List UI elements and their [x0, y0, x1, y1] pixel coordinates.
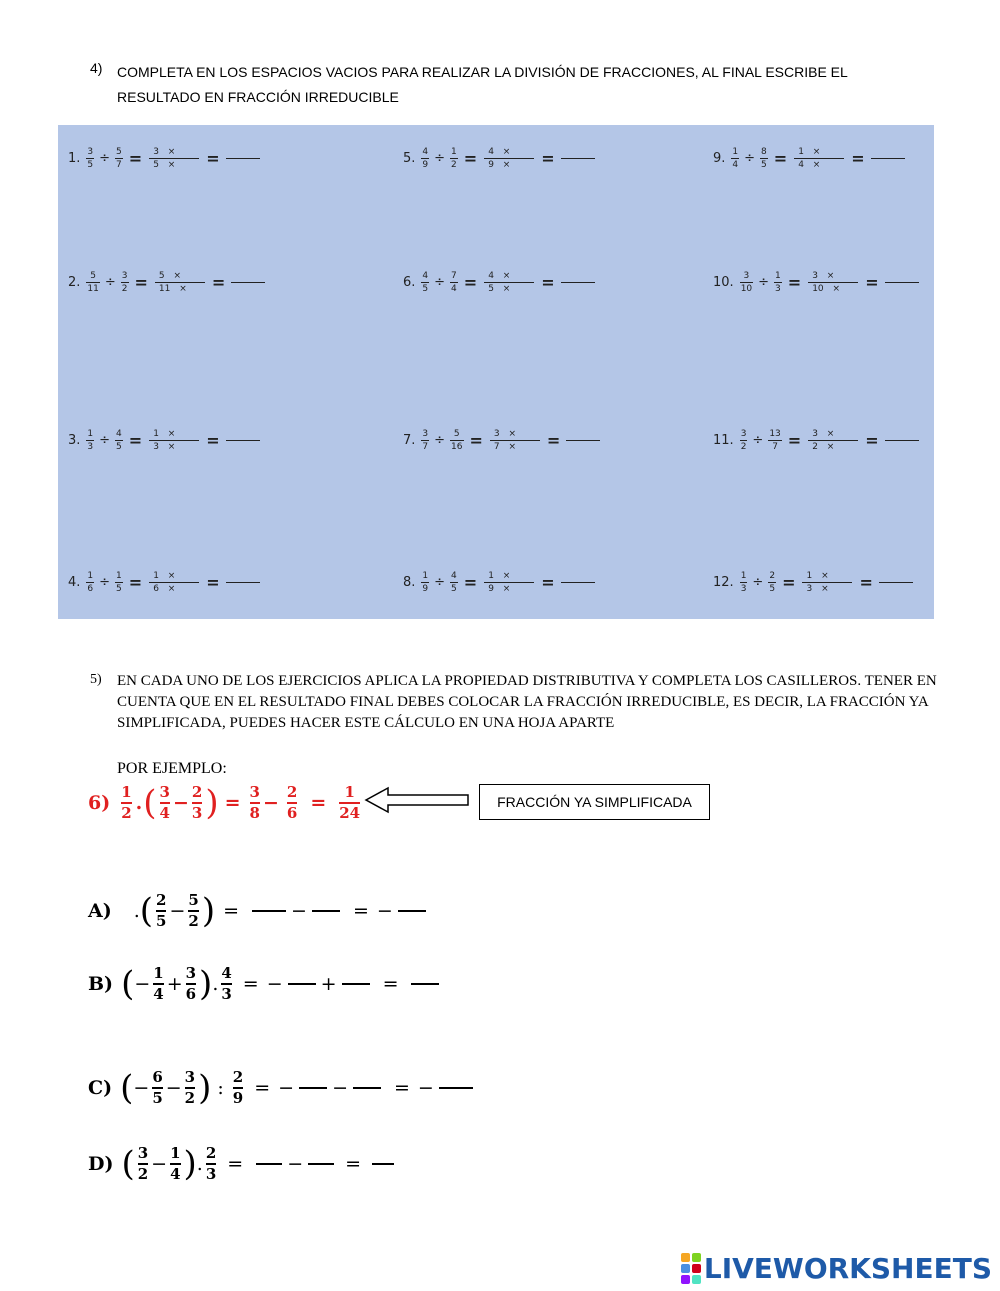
- equals-symbol: =: [851, 149, 865, 168]
- fraction-b: $\frac{1}{3}$: [775, 271, 781, 294]
- equals-symbol: =: [782, 573, 796, 592]
- answer-blank[interactable]: [288, 983, 316, 985]
- problem-a: A) . ( 2 5 − 5 2 ) = − = −: [88, 892, 431, 930]
- fraction-b: $\frac{4}{5}$: [116, 429, 122, 452]
- division-exercise: [403, 147, 595, 170]
- problem-d-fraction-2: 1 4: [170, 1144, 181, 1183]
- exercise-number: 3.: [68, 433, 81, 448]
- division-exercise: [713, 571, 913, 594]
- example-result-2: 2 6: [286, 783, 298, 822]
- answer-blank[interactable]: [252, 910, 286, 912]
- fraction-b: $\frac{1}{5}$: [116, 571, 122, 594]
- divide-symbol: ÷: [434, 575, 446, 590]
- equals-symbol: =: [541, 149, 555, 168]
- answer-blank[interactable]: [411, 983, 439, 985]
- equals-symbol: =: [206, 431, 220, 450]
- fraction-b: $\frac{3}{2}$: [121, 271, 128, 294]
- equals-symbol: =: [865, 431, 879, 450]
- fraction-a: $\frac{3}{10}$: [740, 271, 753, 294]
- problem-d-label: D): [88, 1153, 114, 1175]
- equals-symbol: =: [541, 573, 555, 592]
- answer-blank[interactable]: [226, 158, 260, 159]
- problem-c-fraction-1: 6 5: [152, 1068, 163, 1107]
- fraction-a: $\frac{1}{4}$: [732, 147, 739, 170]
- answer-blank[interactable]: [226, 582, 260, 583]
- answer-blank[interactable]: [299, 1087, 327, 1089]
- divide-symbol: ÷: [99, 433, 111, 448]
- example-fraction-3: 2 3: [191, 783, 203, 822]
- example-label: POR EJEMPLO:: [117, 760, 227, 777]
- problem-a-label: A): [88, 900, 112, 922]
- example-result-final: 1 24: [339, 783, 361, 822]
- problem-b-fraction-1: 1 4: [153, 964, 164, 1003]
- fraction-a: $\frac{3}{2}$: [740, 429, 747, 452]
- answer-blank[interactable]: [566, 440, 600, 441]
- equals-symbol: =: [865, 273, 879, 292]
- problem-d-fraction-3: 2 3: [205, 1144, 217, 1183]
- work-fraction[interactable]: 1 × 4 ×: [794, 147, 844, 170]
- equals-symbol: =: [469, 431, 483, 450]
- problem-b-fraction-2: 3 6: [185, 964, 197, 1003]
- liveworksheets-logo: [681, 1252, 992, 1285]
- equals-symbol: =: [134, 273, 148, 292]
- equals-symbol: =: [541, 273, 555, 292]
- equals-symbol: =: [211, 273, 226, 292]
- answer-blank[interactable]: [879, 582, 913, 583]
- work-fraction[interactable]: 3 × 5 ×: [149, 147, 199, 170]
- answer-blank[interactable]: [439, 1087, 473, 1089]
- callout-box: FRACCIÓN YA SIMPLIFICADA: [479, 784, 710, 820]
- equals-symbol: =: [128, 149, 143, 168]
- problem-b-label: B): [88, 973, 114, 995]
- q5-number: 5): [90, 672, 102, 687]
- equals-symbol: =: [128, 431, 143, 450]
- problem-c-label: C): [88, 1077, 113, 1099]
- division-exercise: [713, 147, 905, 170]
- division-exercise: [403, 429, 600, 452]
- answer-blank[interactable]: [312, 910, 340, 912]
- equals-symbol: =: [546, 431, 561, 450]
- example-equation: 6) 1 2 . ( 3 4 − 2 3 ) = 3 8 − 2 6 = 1 24: [88, 783, 361, 823]
- divide-symbol: ÷: [104, 275, 116, 290]
- work-fraction[interactable]: 1 × 3 ×: [802, 571, 852, 594]
- work-fraction[interactable]: 4 × 9 ×: [484, 147, 534, 170]
- fraction-b: $\frac{5}{16}$: [451, 429, 463, 452]
- equals-symbol: =: [463, 273, 478, 292]
- q5-instruction: EN CADA UNO DE LOS EJERCICIOS APLICA LA PROPIEDAD DISTRIBUTIVA Y COMPLETA LOS CASILLEROS. TENER EN CUENTA QUE EN EL RESULTADO FINAL DEBES COLOCAR LA FRACCIÓN IRREDUCIBLE, ES DECIR, LA FRACCIÓN YA SIMPLIFICADA, PUEDES HACER ESTE CÁLCULO EN UNA HOJA APARTE: [117, 673, 937, 731]
- exercise-number: 8.: [403, 575, 416, 590]
- division-exercise: [403, 571, 595, 594]
- problem-d-fraction-1: 3 2: [137, 1144, 149, 1183]
- fraction-a: $\frac{1}{3}$: [87, 429, 94, 452]
- answer-blank[interactable]: [561, 158, 595, 159]
- exercise-number: 5.: [403, 151, 416, 166]
- fraction-b: $\frac{5}{7}$: [116, 147, 122, 170]
- division-exercise: [713, 271, 919, 294]
- example-result-1: 3 8: [249, 783, 260, 822]
- equals-symbol: =: [463, 149, 478, 168]
- fraction-a: $\frac{1}{3}$: [740, 571, 747, 594]
- problem-c: C) ( − 6 5 − 3 2 ) : 2 9 = − − = −: [88, 1069, 478, 1107]
- problem-b-fraction-3: 4 3: [221, 964, 232, 1003]
- answer-blank[interactable]: [871, 158, 905, 159]
- exercise-number: 12.: [713, 575, 734, 590]
- division-exercise: [68, 571, 260, 594]
- exercise-number: 1.: [68, 151, 81, 166]
- answer-blank[interactable]: [226, 440, 260, 441]
- fraction-b: $\frac{4}{5}$: [451, 571, 457, 594]
- left-arrow-icon: [364, 786, 472, 814]
- exercise-number: 4.: [68, 575, 81, 590]
- fraction-a: $\frac{3}{5}$: [87, 147, 94, 170]
- fraction-b: $\frac{7}{4}$: [451, 271, 457, 294]
- work-fraction[interactable]: 1 × 6 ×: [149, 571, 199, 594]
- q4-number: 4): [90, 60, 103, 76]
- problem-a-fraction-2: 5 2: [188, 891, 199, 930]
- work-fraction[interactable]: 3 × 10 ×: [808, 271, 858, 294]
- problem-b: B) ( − 1 4 + 3 6 ) . 4 3 = − + =: [88, 965, 444, 1003]
- work-fraction[interactable]: 5 × 11 ×: [155, 271, 205, 294]
- answer-blank[interactable]: [885, 440, 919, 441]
- answer-blank[interactable]: [256, 1163, 282, 1165]
- division-exercise: [713, 429, 919, 452]
- fraction-b: $\frac{2}{5}$: [769, 571, 776, 594]
- equals-symbol: =: [859, 573, 873, 592]
- answer-blank[interactable]: [342, 983, 370, 985]
- answer-blank[interactable]: [353, 1087, 381, 1089]
- divide-symbol: ÷: [434, 151, 446, 166]
- division-exercise: [403, 271, 595, 294]
- q4-instruction: COMPLETA EN LOS ESPACIOS VACIOS PARA REALIZAR LA DIVISIÓN DE FRACCIONES, AL FINAL ESCRIBE EL RESULTADO EN FRACCIÓN IRREDUCIBLE: [117, 64, 848, 105]
- divide-symbol: ÷: [752, 575, 764, 590]
- equals-symbol: =: [787, 431, 802, 450]
- work-fraction[interactable]: 4 × 5 ×: [484, 271, 534, 294]
- exercise-number: 7.: [403, 433, 416, 448]
- answer-blank[interactable]: [885, 282, 919, 283]
- exercise-number: 10.: [713, 275, 734, 290]
- divide-symbol: ÷: [752, 433, 764, 448]
- work-fraction[interactable]: 1 × 9 ×: [484, 571, 534, 594]
- equals-symbol: =: [463, 573, 478, 592]
- division-exercise: [68, 429, 260, 452]
- exercise-number: 11.: [713, 433, 734, 448]
- fraction-a: $\frac{3}{7}$: [422, 429, 429, 452]
- fraction-a: $\frac{4}{5}$: [422, 271, 429, 294]
- fraction-a: $\frac{4}{9}$: [422, 147, 429, 170]
- example-fraction-1: 1 2: [121, 783, 132, 822]
- fraction-a: $\frac{5}{11}$: [87, 271, 99, 294]
- problem-c-fraction-2: 3 2: [184, 1068, 196, 1107]
- answer-blank[interactable]: [398, 910, 426, 912]
- fraction-a: $\frac{1}{9}$: [422, 571, 429, 594]
- fraction-b: $\frac{8}{5}$: [761, 147, 767, 170]
- exercise-panel: [58, 125, 934, 619]
- fraction-b: $\frac{13}{7}$: [769, 429, 781, 452]
- logo-text: LIVEWORKSHEETS: [703, 1252, 992, 1285]
- work-fraction[interactable]: 1 × 3 ×: [149, 429, 199, 452]
- exercise-number: 6.: [403, 275, 416, 290]
- divide-symbol: ÷: [434, 433, 446, 448]
- fraction-b: $\frac{1}{2}$: [451, 147, 457, 170]
- equals-symbol: =: [206, 573, 220, 592]
- answer-blank[interactable]: [231, 282, 265, 283]
- equals-symbol: =: [206, 149, 220, 168]
- problem-d: D) ( 3 2 − 1 4 ) . 2 3 = − =: [88, 1145, 399, 1183]
- divide-symbol: ÷: [758, 275, 770, 290]
- divide-symbol: ÷: [99, 151, 111, 166]
- exercise-number: 9.: [713, 151, 726, 166]
- example-label-number: 6): [88, 792, 111, 814]
- equals-symbol: =: [773, 149, 788, 168]
- answer-blank[interactable]: [561, 282, 595, 283]
- equals-symbol: =: [128, 573, 143, 592]
- work-fraction[interactable]: 3 × 2 ×: [808, 429, 858, 452]
- answer-blank[interactable]: [372, 1163, 394, 1165]
- work-fraction[interactable]: 3 × 7 ×: [490, 429, 540, 452]
- logo-blocks-icon: [681, 1253, 701, 1284]
- answer-blank[interactable]: [561, 582, 595, 583]
- divide-symbol: ÷: [744, 151, 756, 166]
- division-exercise: [68, 147, 260, 170]
- example-fraction-2: 3 4: [159, 783, 170, 822]
- divide-symbol: ÷: [434, 275, 446, 290]
- exercise-number: 2.: [68, 275, 81, 290]
- fraction-a: $\frac{1}{6}$: [87, 571, 94, 594]
- problem-a-fraction-1: 2 5: [156, 891, 167, 930]
- equals-symbol: =: [787, 273, 802, 292]
- division-exercise: [68, 271, 265, 294]
- problem-c-fraction-3: 2 9: [232, 1068, 244, 1107]
- answer-blank[interactable]: [308, 1163, 334, 1165]
- divide-symbol: ÷: [99, 575, 111, 590]
